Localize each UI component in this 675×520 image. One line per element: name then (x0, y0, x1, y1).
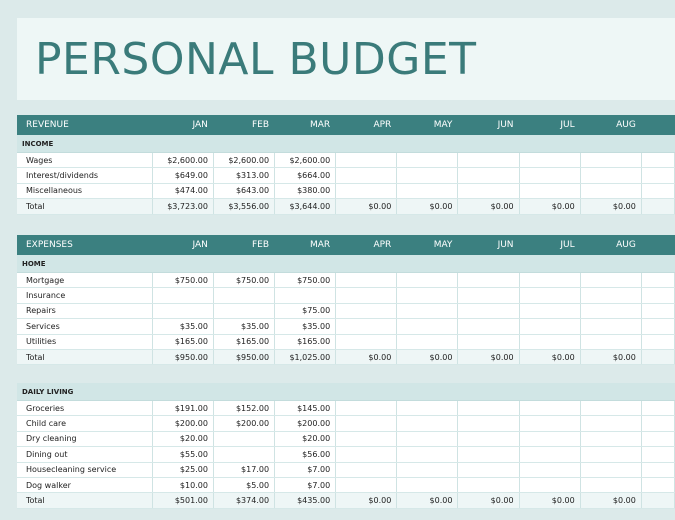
table-row (17, 183, 675, 198)
row-label[interactable]: Total (17, 199, 152, 214)
month-header[interactable]: JUN (458, 235, 519, 255)
amount-cell[interactable]: $2,600.00 (213, 153, 274, 168)
amount-cell[interactable]: $501.00 (152, 493, 213, 508)
amount-cell[interactable] (397, 273, 458, 288)
amount-cell[interactable] (458, 168, 519, 183)
amount-cell[interactable]: $191.00 (152, 401, 213, 416)
amount-cell[interactable] (336, 334, 397, 349)
amount-cell-overflow[interactable] (641, 477, 674, 492)
table-row (17, 416, 675, 431)
amount-cell[interactable]: $200.00 (275, 416, 336, 431)
amount-cell-overflow[interactable] (641, 416, 674, 431)
amount-cell[interactable] (519, 334, 580, 349)
amount-cell[interactable]: $649.00 (152, 168, 213, 183)
amount-cell-overflow[interactable] (641, 431, 674, 446)
amount-cell[interactable] (336, 319, 397, 334)
amount-cell[interactable]: $0.00 (458, 493, 519, 508)
amount-cell[interactable]: $3,644.00 (275, 199, 336, 214)
amount-cell[interactable] (519, 303, 580, 318)
row-label[interactable]: Dog walker (17, 477, 152, 492)
row-label[interactable]: Wages (17, 153, 152, 168)
amount-cell[interactable]: $950.00 (213, 349, 274, 364)
amount-cell[interactable] (519, 447, 580, 462)
amount-cell[interactable] (580, 183, 641, 198)
amount-cell[interactable]: $0.00 (397, 199, 458, 214)
table-row (17, 288, 675, 303)
amount-cell[interactable] (519, 183, 580, 198)
amount-cell[interactable]: $750.00 (213, 273, 274, 288)
amount-cell[interactable] (519, 401, 580, 416)
month-header[interactable]: APR (336, 235, 397, 255)
amount-cell[interactable]: $56.00 (275, 447, 336, 462)
amount-cell[interactable]: $750.00 (152, 273, 213, 288)
amount-cell[interactable] (336, 288, 397, 303)
amount-cell[interactable] (336, 462, 397, 477)
amount-cell-overflow[interactable] (641, 273, 674, 288)
amount-cell[interactable]: $165.00 (213, 334, 274, 349)
amount-cell[interactable] (397, 431, 458, 446)
amount-cell-overflow[interactable] (641, 288, 674, 303)
amount-cell[interactable] (213, 288, 274, 303)
amount-cell[interactable] (397, 288, 458, 303)
amount-cell[interactable]: $7.00 (275, 477, 336, 492)
amount-cell[interactable]: $643.00 (213, 183, 274, 198)
month-header-overflow[interactable] (641, 235, 674, 255)
amount-cell[interactable] (519, 416, 580, 431)
month-header[interactable]: JAN (152, 235, 213, 255)
amount-cell[interactable]: $0.00 (336, 349, 397, 364)
amount-cell-overflow[interactable] (641, 199, 674, 214)
amount-cell[interactable]: $35.00 (275, 319, 336, 334)
amount-cell[interactable]: $35.00 (152, 319, 213, 334)
amount-cell[interactable] (336, 447, 397, 462)
amount-cell[interactable]: $0.00 (397, 349, 458, 364)
month-header[interactable]: JUN (458, 115, 519, 135)
table-row (17, 447, 675, 462)
daily-living-section-label[interactable]: DAILY LIVING (17, 383, 675, 401)
row-label[interactable]: Dry cleaning (17, 431, 152, 446)
revenue-section-label[interactable]: INCOME (17, 135, 675, 153)
amount-cell[interactable] (458, 477, 519, 492)
amount-cell[interactable] (336, 477, 397, 492)
daily-living-table (17, 383, 675, 509)
amount-cell[interactable] (458, 153, 519, 168)
amount-cell[interactable]: $474.00 (152, 183, 213, 198)
amount-cell[interactable]: $750.00 (275, 273, 336, 288)
month-header[interactable]: JAN (152, 115, 213, 135)
page-title: PERSONAL BUDGET (35, 34, 477, 85)
amount-cell[interactable] (397, 477, 458, 492)
amount-cell[interactable] (458, 416, 519, 431)
amount-cell[interactable] (397, 401, 458, 416)
amount-cell[interactable]: $435.00 (275, 493, 336, 508)
row-label[interactable]: Miscellaneous (17, 183, 152, 198)
amount-cell[interactable] (458, 319, 519, 334)
amount-cell-overflow[interactable] (641, 401, 674, 416)
amount-cell[interactable] (152, 288, 213, 303)
amount-cell[interactable] (458, 273, 519, 288)
total-row (17, 349, 675, 364)
amount-cell-overflow[interactable] (641, 319, 674, 334)
month-header[interactable]: FEB (213, 115, 274, 135)
amount-cell[interactable] (152, 303, 213, 318)
row-label[interactable]: Repairs (17, 303, 152, 318)
amount-cell[interactable]: $35.00 (213, 319, 274, 334)
amount-cell[interactable] (213, 431, 274, 446)
amount-cell[interactable] (580, 477, 641, 492)
amount-cell[interactable] (580, 273, 641, 288)
month-header[interactable]: AUG (580, 235, 641, 255)
amount-cell[interactable] (336, 303, 397, 318)
amount-cell[interactable] (336, 401, 397, 416)
table-row (17, 153, 675, 168)
amount-cell[interactable]: $0.00 (580, 349, 641, 364)
amount-cell[interactable] (397, 334, 458, 349)
amount-cell[interactable]: $2,600.00 (152, 153, 213, 168)
table-row (17, 401, 675, 416)
amount-cell[interactable] (336, 183, 397, 198)
amount-cell[interactable]: $664.00 (275, 168, 336, 183)
amount-cell[interactable] (397, 183, 458, 198)
revenue-header-row (17, 115, 675, 135)
month-header[interactable]: AUG (580, 115, 641, 135)
amount-cell[interactable]: $3,723.00 (152, 199, 213, 214)
amount-cell[interactable]: $374.00 (213, 493, 274, 508)
amount-cell[interactable]: $25.00 (152, 462, 213, 477)
amount-cell[interactable] (580, 153, 641, 168)
amount-cell[interactable] (336, 273, 397, 288)
amount-cell[interactable]: $0.00 (458, 349, 519, 364)
table-row (17, 168, 675, 183)
amount-cell[interactable]: $0.00 (336, 199, 397, 214)
amount-cell[interactable]: $0.00 (580, 199, 641, 214)
amount-cell[interactable] (397, 319, 458, 334)
month-header[interactable]: MAR (275, 235, 336, 255)
amount-cell[interactable] (580, 288, 641, 303)
amount-cell[interactable]: $7.00 (275, 462, 336, 477)
amount-cell[interactable] (580, 319, 641, 334)
amount-cell[interactable] (458, 334, 519, 349)
row-label[interactable]: Child care (17, 416, 152, 431)
table-row (17, 431, 675, 446)
amount-cell[interactable] (519, 273, 580, 288)
amount-cell[interactable] (519, 168, 580, 183)
amount-cell[interactable] (458, 303, 519, 318)
amount-cell[interactable] (458, 288, 519, 303)
expenses-section-label[interactable]: HOME (17, 255, 675, 273)
daily-living-section-row (17, 383, 675, 401)
month-header[interactable]: MAR (275, 115, 336, 135)
amount-cell[interactable] (519, 319, 580, 334)
amount-cell[interactable]: $380.00 (275, 183, 336, 198)
month-header[interactable]: JUL (519, 115, 580, 135)
month-header[interactable]: MAY (397, 235, 458, 255)
amount-cell[interactable]: $165.00 (275, 334, 336, 349)
amount-cell[interactable]: $0.00 (519, 493, 580, 508)
table-row (17, 334, 675, 349)
amount-cell[interactable] (397, 447, 458, 462)
total-row (17, 493, 675, 508)
amount-cell[interactable] (519, 477, 580, 492)
table-row (17, 303, 675, 318)
amount-cell[interactable] (580, 168, 641, 183)
amount-cell[interactable] (580, 462, 641, 477)
amount-cell[interactable]: $20.00 (152, 431, 213, 446)
amount-cell[interactable] (580, 303, 641, 318)
row-label[interactable]: Insurance (17, 288, 152, 303)
row-label[interactable]: Utilities (17, 334, 152, 349)
amount-cell[interactable] (275, 288, 336, 303)
amount-cell[interactable]: $55.00 (152, 447, 213, 462)
amount-cell[interactable] (458, 183, 519, 198)
amount-cell[interactable] (580, 431, 641, 446)
amount-cell-overflow[interactable] (641, 303, 674, 318)
amount-cell[interactable] (336, 168, 397, 183)
amount-cell[interactable] (580, 334, 641, 349)
expenses-table (17, 235, 675, 365)
month-header[interactable]: FEB (213, 235, 274, 255)
amount-cell[interactable]: $2,600.00 (275, 153, 336, 168)
amount-cell[interactable]: $145.00 (275, 401, 336, 416)
row-label[interactable]: Housecleaning service (17, 462, 152, 477)
amount-cell[interactable] (519, 431, 580, 446)
amount-cell[interactable] (519, 288, 580, 303)
amount-cell[interactable] (397, 416, 458, 431)
row-label[interactable]: Dining out (17, 447, 152, 462)
amount-cell-overflow[interactable] (641, 183, 674, 198)
amount-cell[interactable] (519, 462, 580, 477)
amount-cell[interactable]: $0.00 (580, 493, 641, 508)
month-header[interactable]: APR (336, 115, 397, 135)
amount-cell[interactable] (580, 447, 641, 462)
amount-cell[interactable]: $950.00 (152, 349, 213, 364)
revenue-section-row (17, 135, 675, 153)
amount-cell[interactable] (213, 303, 274, 318)
amount-cell-overflow[interactable] (641, 493, 674, 508)
amount-cell[interactable] (397, 303, 458, 318)
amount-cell[interactable]: $1,025.00 (275, 349, 336, 364)
amount-cell-overflow[interactable] (641, 349, 674, 364)
expenses-section-row (17, 255, 675, 273)
amount-cell[interactable]: $17.00 (213, 462, 274, 477)
amount-cell[interactable] (397, 153, 458, 168)
amount-cell[interactable]: $0.00 (458, 199, 519, 214)
amount-cell[interactable] (458, 462, 519, 477)
row-label[interactable]: Total (17, 349, 152, 364)
table-row (17, 319, 675, 334)
month-header[interactable]: JUL (519, 235, 580, 255)
table-row (17, 273, 675, 288)
amount-cell[interactable]: $165.00 (152, 334, 213, 349)
amount-cell[interactable]: $3,556.00 (213, 199, 274, 214)
amount-cell[interactable] (580, 401, 641, 416)
amount-cell[interactable]: $75.00 (275, 303, 336, 318)
expenses-header-row (17, 235, 675, 255)
amount-cell[interactable] (580, 416, 641, 431)
amount-cell[interactable] (213, 447, 274, 462)
amount-cell[interactable] (336, 431, 397, 446)
revenue-header-label[interactable]: REVENUE (17, 115, 152, 135)
row-label[interactable]: Groceries (17, 401, 152, 416)
amount-cell[interactable] (458, 447, 519, 462)
amount-cell[interactable]: $0.00 (519, 349, 580, 364)
amount-cell[interactable]: $200.00 (152, 416, 213, 431)
amount-cell[interactable] (397, 168, 458, 183)
amount-cell[interactable]: $20.00 (275, 431, 336, 446)
title-banner (17, 18, 675, 100)
amount-cell[interactable] (336, 416, 397, 431)
amount-cell[interactable]: $0.00 (519, 199, 580, 214)
amount-cell[interactable]: $0.00 (397, 493, 458, 508)
amount-cell[interactable]: $10.00 (152, 477, 213, 492)
amount-cell-overflow[interactable] (641, 168, 674, 183)
amount-cell[interactable]: $0.00 (336, 493, 397, 508)
amount-cell[interactable]: $152.00 (213, 401, 274, 416)
amount-cell[interactable]: $313.00 (213, 168, 274, 183)
month-header[interactable]: MAY (397, 115, 458, 135)
amount-cell-overflow[interactable] (641, 153, 674, 168)
table-row (17, 477, 675, 492)
row-label[interactable]: Interest/dividends (17, 168, 152, 183)
amount-cell[interactable] (458, 401, 519, 416)
table-row (17, 462, 675, 477)
row-label[interactable]: Services (17, 319, 152, 334)
amount-cell[interactable] (336, 153, 397, 168)
total-row (17, 199, 675, 214)
amount-cell[interactable] (397, 462, 458, 477)
amount-cell[interactable] (519, 153, 580, 168)
amount-cell-overflow[interactable] (641, 462, 674, 477)
amount-cell[interactable]: $200.00 (213, 416, 274, 431)
expenses-header-label[interactable]: EXPENSES (17, 235, 152, 255)
revenue-table (17, 115, 675, 215)
amount-cell-overflow[interactable] (641, 334, 674, 349)
row-label[interactable]: Mortgage (17, 273, 152, 288)
month-header-overflow[interactable] (641, 115, 674, 135)
row-label[interactable]: Total (17, 493, 152, 508)
amount-cell[interactable]: $5.00 (213, 477, 274, 492)
amount-cell-overflow[interactable] (641, 447, 674, 462)
amount-cell[interactable] (458, 431, 519, 446)
